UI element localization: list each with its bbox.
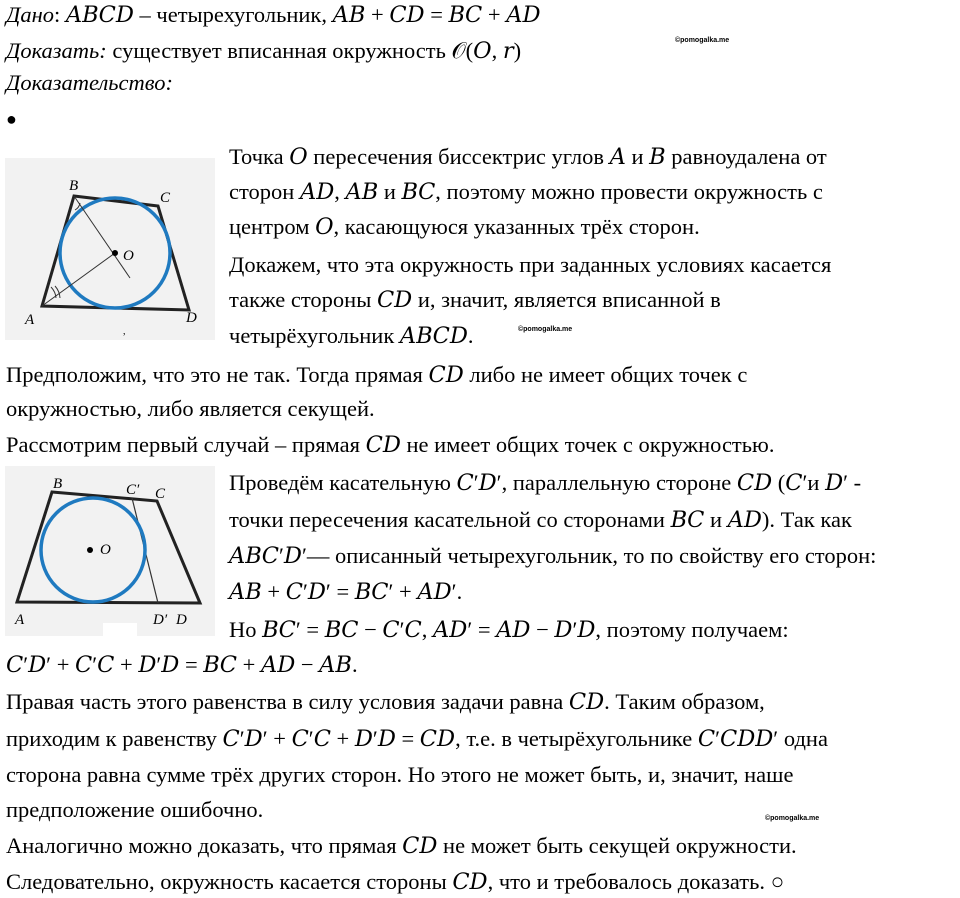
prove-line bbox=[6, 36, 521, 66]
fig2-label: C bbox=[155, 486, 166, 502]
proof-label: Доказательство: bbox=[6, 70, 173, 95]
para4-line: приходим к равенству 𝐶′𝐷′ + 𝐶′𝐶 + 𝐷′𝐷 = 𝐶𝐷, т.е. в четырёхугольнике 𝐶′𝐶𝐷𝐷′ одна bbox=[6, 726, 828, 751]
fig1-label: O bbox=[123, 248, 134, 264]
para4-line: Аналогично можно доказать, что прямая 𝐶𝐷 не может быть секущей окружности. bbox=[6, 833, 797, 858]
fig2-label: C′ bbox=[126, 482, 140, 498]
para3-line: Но 𝐵𝐶′ = 𝐵𝐶 − 𝐶′𝐶, 𝐴𝐷′ = 𝐴𝐷 − 𝐷′𝐷, поэтому получаем: bbox=[229, 617, 789, 642]
watermark: ©pomogalka.me bbox=[765, 815, 820, 822]
fig1-label: A bbox=[25, 312, 35, 328]
given-text: : 𝐴𝐵𝐶𝐷 – четырехугольник, 𝐴𝐵 + 𝐶𝐷 = 𝐵𝐶 + 𝐴𝐷 bbox=[53, 2, 541, 27]
bullet: ● bbox=[6, 109, 17, 129]
para2-line: Предположим, что это не так. Тогда прямая 𝐶𝐷 либо не имеет общих точек с bbox=[6, 362, 748, 387]
prove-text: существует вписанная окружность 𝒪(𝑂, 𝑟) bbox=[106, 38, 522, 63]
para4-line: сторона равна сумме трёх других сторон. Но этого не может быть, и, значит, наше bbox=[6, 762, 794, 787]
fig2-label: D bbox=[176, 612, 187, 628]
para1-line: четырёхугольник 𝐴𝐵𝐶𝐷. bbox=[229, 323, 474, 348]
para4-line: предположение ошибочно. bbox=[6, 797, 264, 822]
fig2-label: A bbox=[15, 612, 25, 628]
fig2-label: O bbox=[100, 542, 111, 558]
para4-line: Следовательно, окружность касается стороны 𝐶𝐷, что и требовалось доказать. ○ bbox=[6, 869, 785, 894]
given-label: Дано bbox=[6, 2, 54, 27]
fig1-label: B bbox=[69, 178, 79, 194]
watermark: ©pomogalka.me bbox=[675, 37, 730, 44]
para1-line: центром 𝑂, касающуюся указанных трёх сторон. bbox=[229, 214, 700, 239]
fig2-label: D′ bbox=[153, 612, 168, 628]
para2-line: Рассмотрим первый случай – прямая 𝐶𝐷 не имеет общих точек с окружностью. bbox=[6, 432, 775, 457]
watermark: ©pomogalka.me bbox=[518, 326, 573, 333]
fig2-label: B bbox=[53, 476, 63, 492]
fig1-label: C bbox=[160, 190, 171, 206]
para4-line: 𝐶′𝐷′ + 𝐶′𝐶 + 𝐷′𝐷 = 𝐵𝐶 + 𝐴𝐷 − 𝐴𝐵. bbox=[6, 652, 358, 677]
para2-line: окружностью, либо является секущей. bbox=[6, 396, 375, 421]
para3-line: 𝐴𝐵 + 𝐶′𝐷′ = 𝐵𝐶′ + 𝐴𝐷′. bbox=[229, 579, 463, 604]
para4-line: Правая часть этого равенства в силу условия задачи равна 𝐶𝐷. Таким образом, bbox=[6, 689, 765, 714]
para1-line: Докажем, что эта окружность при заданных условиях касается bbox=[229, 252, 832, 277]
para1-line: Точка 𝑂 пересечения биссектрис углов 𝐴 и 𝐵 равноудалена от bbox=[229, 144, 827, 169]
figure-inscribed-circle bbox=[5, 158, 215, 340]
fig1-label: D bbox=[186, 310, 197, 326]
figure-tangent-line bbox=[5, 466, 215, 636]
svg-text:,: , bbox=[123, 326, 126, 337]
para1-line: сторон 𝐴𝐷, 𝐴𝐵 и 𝐵𝐶, поэтому можно провести окружность с bbox=[229, 179, 823, 204]
para3-line: 𝐴𝐵𝐶′𝐷′— описанный четырехугольник, то по свойству его сторон: bbox=[229, 543, 877, 568]
prove-label: Доказать: bbox=[6, 38, 107, 63]
para3-line: точки пересечения касательной со сторонами 𝐵𝐶 и 𝐴𝐷). Так как bbox=[229, 507, 852, 532]
given-line bbox=[6, 0, 541, 30]
para1-line: также стороны 𝐶𝐷 и, значит, является вписанной в bbox=[229, 287, 721, 312]
para3-line: Проведём касательную 𝐶′𝐷′, параллельную стороне 𝐶𝐷 (𝐶′и 𝐷′ - bbox=[229, 470, 862, 495]
